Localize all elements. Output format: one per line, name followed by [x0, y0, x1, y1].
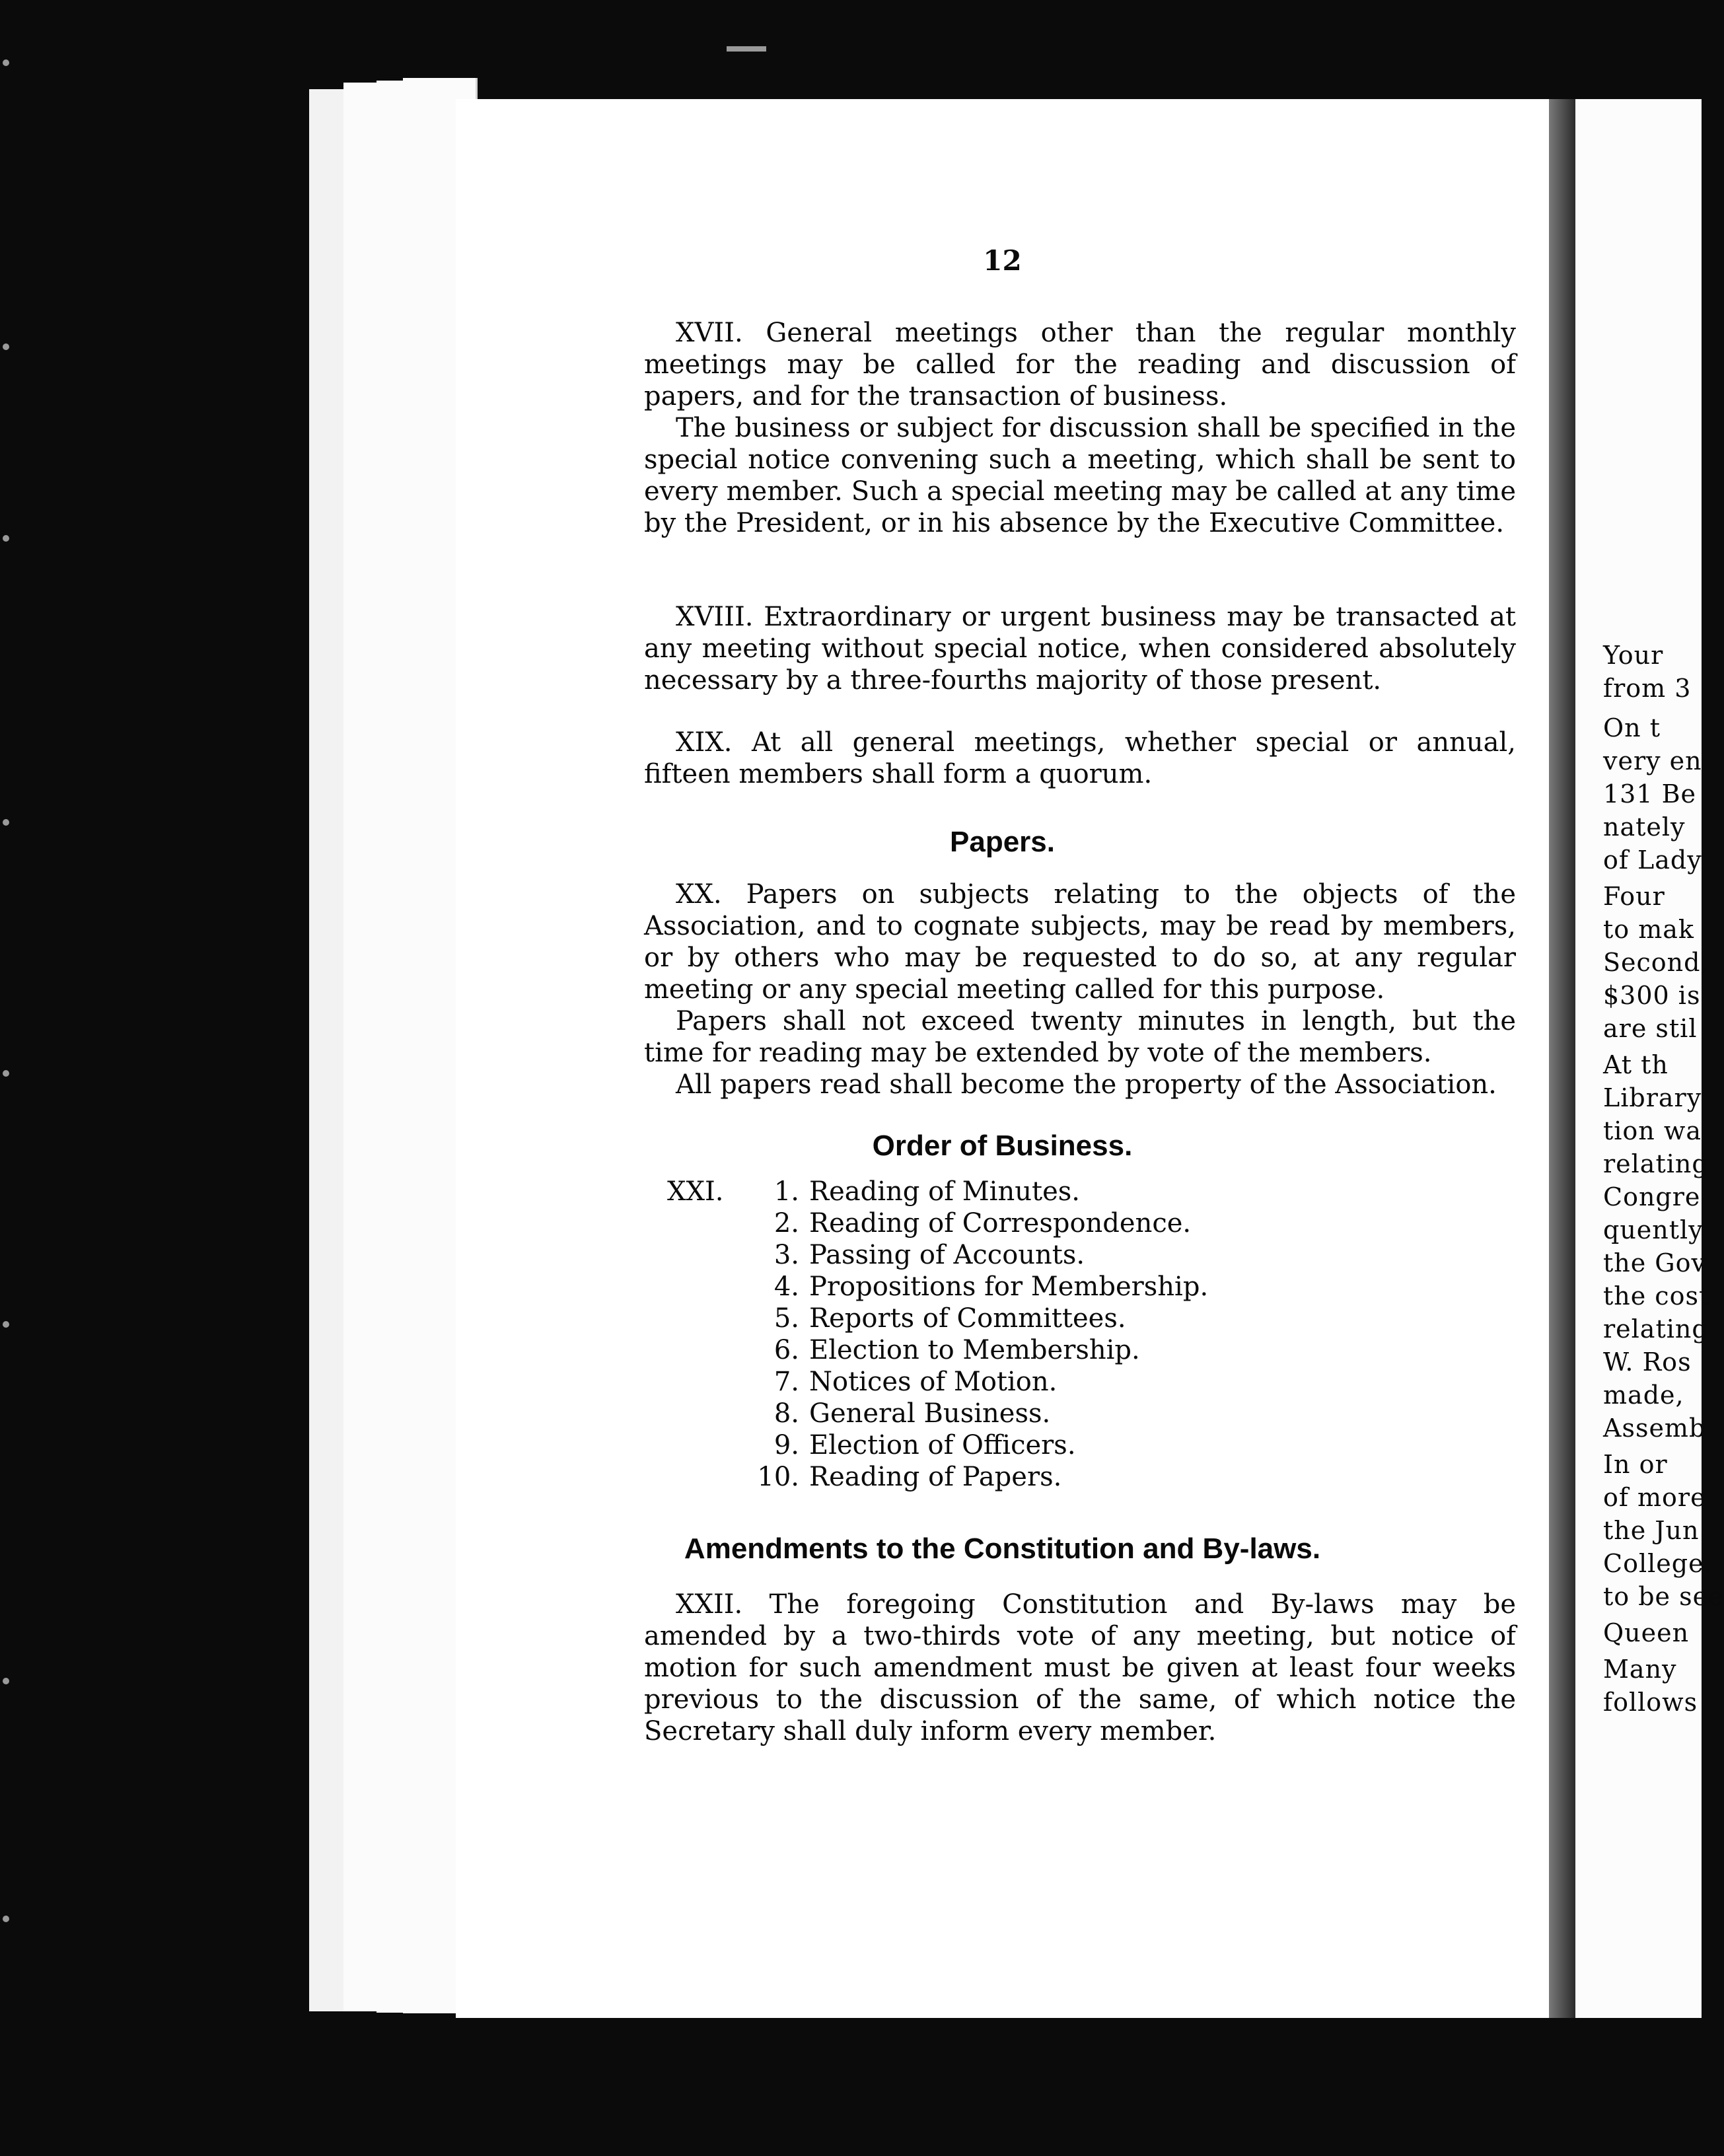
book-gutter — [1549, 99, 1575, 2018]
paragraph: XVII. General meetings other than the regular monthly meetings may be called for the reading and discussion of papers, and for the transaction of business. — [644, 318, 1516, 412]
text-fragment: Four — [1603, 882, 1665, 911]
text-fragment: quently — [1603, 1215, 1704, 1244]
text-fragment: of Lady — [1603, 845, 1702, 875]
text-fragment: Assemb — [1603, 1414, 1706, 1443]
text-fragment: W. Ros — [1603, 1348, 1692, 1377]
paragraph: The business or subject for discussion shall be specified in the special notice convening such a meeting, which shall be sent to every member. Such a special meeting may be called at any time by the President, or in his absence by the Executive Committee. — [644, 413, 1516, 538]
text-fragment: Queen — [1603, 1618, 1690, 1647]
section-xx — [644, 879, 1516, 1100]
heading-order-of-business: Order of Business. — [872, 1130, 1133, 1162]
text-fragment: On t — [1603, 713, 1661, 742]
document-page: 12 XVII. General meetings other than the regular monthly meetings may be called for the reading and discussion of papers, and for the transaction of business. The business or subject for discussion shall be specified in the special notice convening such a meeting, which shall be sent to every member. Such a special meeting may be called at any time by the President, or in his absence by the Executive Committee. XVIII. Extraordinary or urgent business may be transacted at any meeting without special notice, when considered absolutely necessary by a three-fourths majority of those present. XIX. At all general meetings, whether special or annual, fifteen members shall form a quorum. Papers. XX. Papers on subjects relating to the objects of the Association, and to cognate subjects, may be read by members, or by others who may be requested to do so, at any regular meeting or any special meeting called for this purpose. Papers shall not exceed twenty minutes in length, but the time for reading may be extended by vote of the members. All papers read shall become the property of the Association. Order of Business. XXI. 1. Reading of Minutes. 2. Reading of Correspondence. 3. Passing of Accounts. 4. Propositions for Membership. 5. Reports of Committees. 6. Election to Membership. 7. Notices of Motion. 8. General Business. 9. Election of Officers. 10. Reading of Papers. Amendments to the Constitution and By-laws. XXII. The foregoing Constitution and By-laws may be amended by a two-thirds vote of any meeting, but notice of motion for such amendment must be given at least four weeks previous to the discussion of the same, of which notice the Secretary shall duly inform every member. — [456, 99, 1549, 2018]
text-fragment: 131 Be — [1603, 779, 1697, 808]
text-fragment: At th — [1603, 1050, 1669, 1079]
text-fragment: nately — [1603, 812, 1686, 842]
page-number: 12 — [983, 244, 1022, 277]
text-fragment: Congre — [1603, 1182, 1701, 1211]
text-fragment: College. — [1603, 1549, 1713, 1578]
text-fragment: Second, — [1603, 948, 1709, 977]
paragraph: XVIII. Extraordinary or urgent business may be transacted at any meeting without special notice, when considered absolutely necessary by a three-fourths majority of those present. — [644, 602, 1516, 696]
text-fragment: follows — [1603, 1688, 1698, 1717]
text-fragment: $300 is — [1603, 981, 1701, 1010]
text-fragment: to mak — [1603, 915, 1694, 944]
heading-papers: Papers. — [950, 826, 1055, 858]
section-xviii — [644, 601, 1516, 696]
paragraph: XXII. The foregoing Constitution and By-laws may be amended by a two-thirds vote of any meeting, but notice of motion for such amendment must be given at least four weeks previous to the discussion of the same, of which notice the Secretary shall duly inform every member. — [644, 1589, 1516, 1746]
scan-smudge — [727, 46, 766, 52]
section-xix — [644, 727, 1516, 790]
text-fragment: very en — [1603, 746, 1702, 775]
article-number: XXI. — [667, 1176, 724, 1207]
text-fragment: Many — [1603, 1655, 1677, 1684]
section-xvii — [644, 317, 1516, 539]
paragraph: XX. Papers on subjects relating to the objects of the Association, and to cognate subjects, may be read by members, or by others who may be requested to do so, at any regular meeting or any special meeting called for this purpose. — [644, 879, 1516, 1005]
text-fragment: Library — [1603, 1083, 1702, 1112]
text-fragment: Your — [1603, 641, 1664, 670]
text-fragment: relating — [1603, 1149, 1709, 1178]
text-fragment: made, — [1603, 1381, 1684, 1410]
facing-page-fragment — [1575, 99, 1724, 2018]
text-fragment: from 3 — [1603, 674, 1692, 703]
text-fragment: to be see — [1603, 1582, 1724, 1611]
paragraph: All papers read shall become the property of the Association. — [676, 1069, 1497, 1100]
heading-amendments: Amendments to the Constitution and By-laws. — [684, 1532, 1321, 1565]
text-fragment: tion wa — [1603, 1116, 1702, 1145]
scan-left-edge — [0, 0, 40, 2156]
paragraph: XIX. At all general meetings, whether special or annual, fifteen members shall form a quorum. — [644, 727, 1516, 789]
text-fragment: In or — [1603, 1450, 1668, 1479]
text-fragment: of more — [1603, 1483, 1706, 1512]
section-xxii — [644, 1589, 1516, 1747]
paragraph: Papers shall not exceed twenty minutes in length, but the time for reading may be extended by vote of the members. — [644, 1006, 1516, 1068]
text-fragment: the Jun — [1603, 1516, 1700, 1545]
text-fragment: the cost — [1603, 1281, 1710, 1311]
text-fragment: are stil — [1603, 1014, 1698, 1043]
text-fragment: relating — [1603, 1314, 1709, 1344]
text-fragment: the Gov — [1603, 1248, 1707, 1277]
